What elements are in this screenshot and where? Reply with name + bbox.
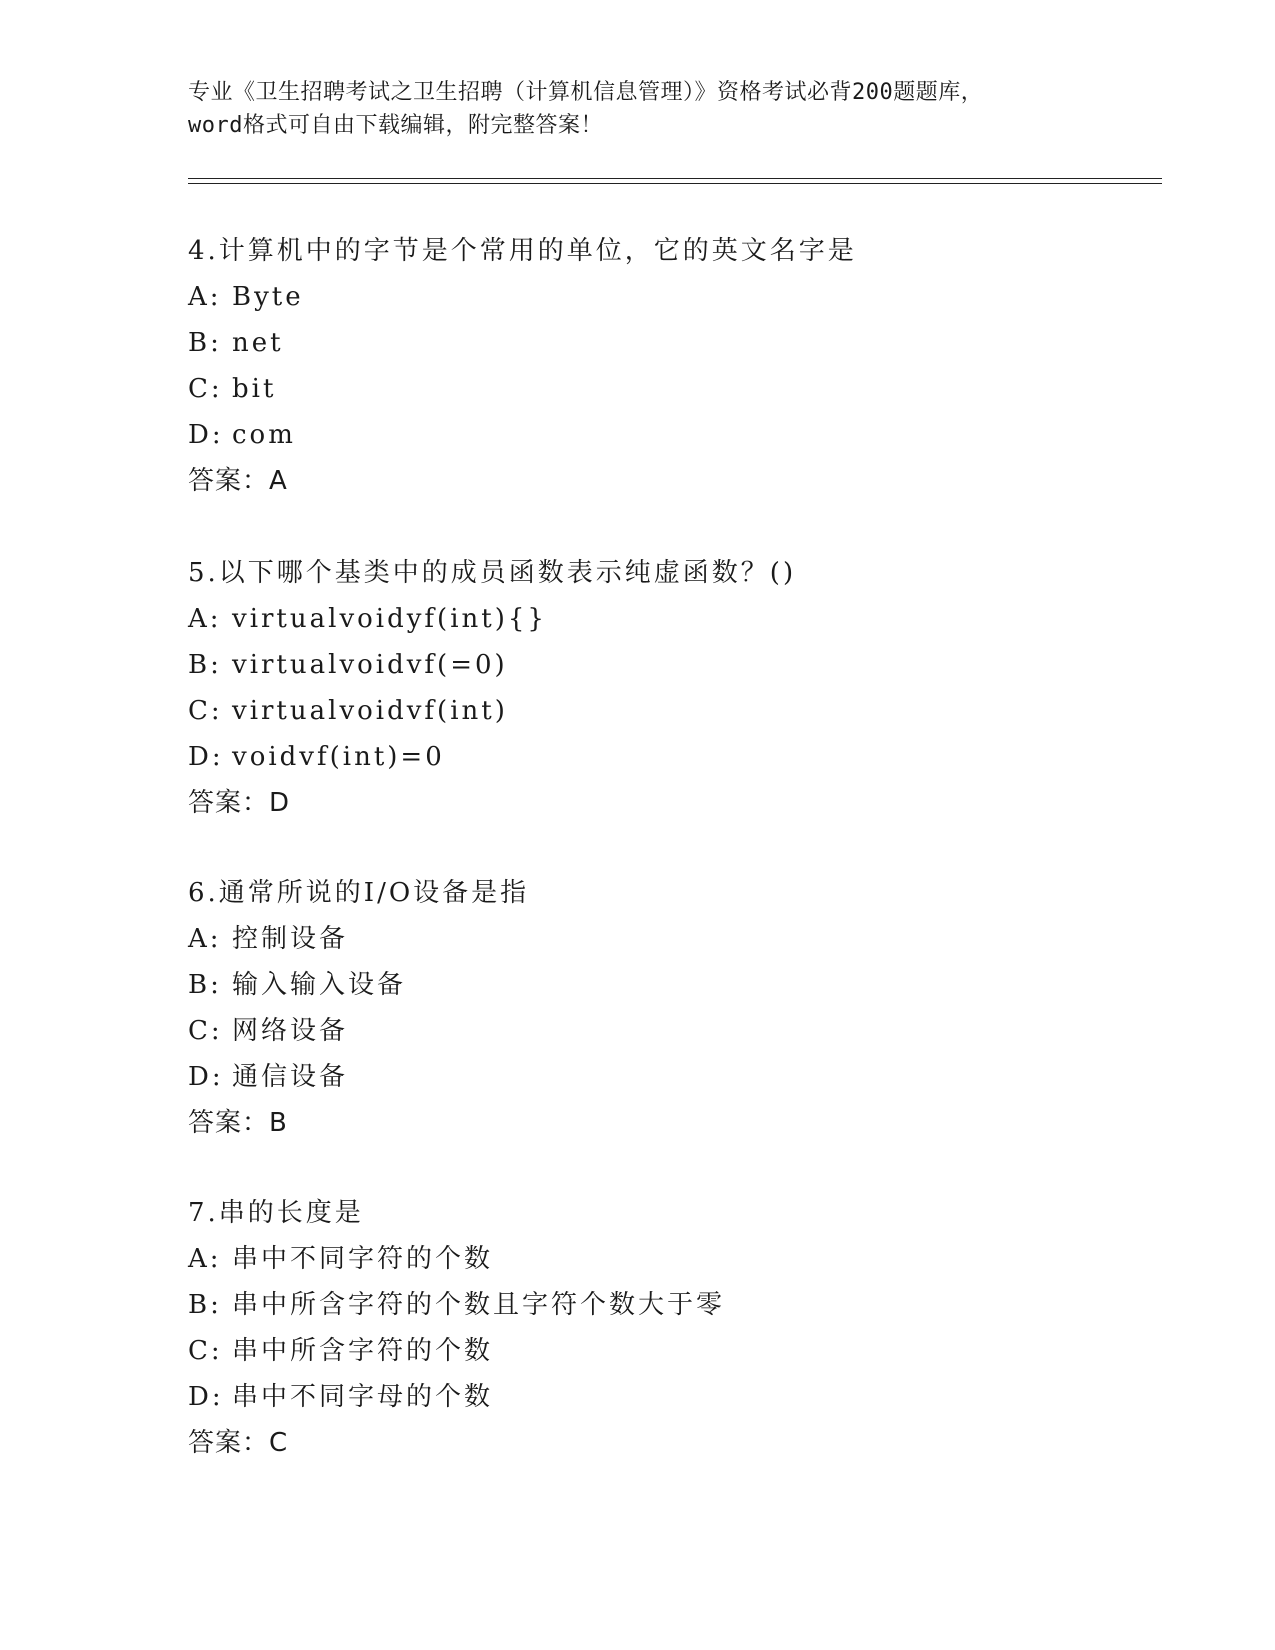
- option-text: com: [232, 420, 296, 450]
- option-letter: B:: [188, 650, 222, 680]
- option-text: 串中所含字符的个数: [232, 1336, 494, 1366]
- option-letter: A:: [188, 1244, 222, 1274]
- option-letter: C:: [188, 696, 223, 726]
- option-letter: D:: [188, 1382, 224, 1412]
- option-a: [188, 596, 1138, 642]
- option-text: 通信设备: [232, 1062, 349, 1092]
- option-letter: B:: [188, 1290, 222, 1320]
- option-text: 串中所含字符的个数且字符个数大于零: [232, 1290, 726, 1320]
- header-divider-top: [188, 178, 1162, 179]
- option-b: [188, 962, 1138, 1008]
- option-text: 控制设备: [232, 924, 349, 954]
- option-letter: D:: [188, 420, 224, 450]
- option-text: net: [232, 328, 284, 358]
- option-d: [188, 734, 1138, 780]
- option-a: [188, 916, 1138, 962]
- option-b: [188, 642, 1138, 688]
- option-letter: A:: [188, 924, 222, 954]
- question-block: [188, 1190, 1138, 1466]
- option-text: 输入输入设备: [232, 970, 407, 1000]
- option-letter: B:: [188, 970, 222, 1000]
- option-letter: D:: [188, 1062, 224, 1092]
- question-block: [188, 870, 1138, 1146]
- option-text: 网络设备: [232, 1016, 349, 1046]
- option-letter: C:: [188, 1016, 223, 1046]
- option-b: [188, 320, 1138, 366]
- header-divider-bottom: [188, 183, 1162, 184]
- option-c: [188, 688, 1138, 734]
- option-text: Byte: [232, 282, 304, 312]
- option-letter: A:: [188, 604, 222, 634]
- answer-line: 答案：B: [188, 1108, 288, 1138]
- option-text: voidvf(int)=0: [232, 742, 445, 772]
- option-text: virtualvoidyf(int){}: [232, 604, 547, 634]
- answer-line: 答案：C: [188, 1428, 289, 1458]
- option-text: 串中不同字母的个数: [232, 1382, 494, 1412]
- header-line-2: word格式可自由下载编辑，附完整答案！: [188, 113, 603, 138]
- document-header: [188, 76, 1088, 142]
- option-a: [188, 1236, 1138, 1282]
- option-c: [188, 1008, 1138, 1054]
- option-c: [188, 1328, 1138, 1374]
- option-letter: B:: [188, 328, 222, 358]
- question-block: [188, 228, 1138, 504]
- question-stem: 5.以下哪个基类中的成员函数表示纯虚函数？(): [188, 558, 797, 588]
- question-stem: 6.通常所说的I/O设备是指: [188, 878, 530, 908]
- option-text: virtualvoidvf(=0): [232, 650, 508, 680]
- question-stem: 4.计算机中的字节是个常用的单位，它的英文名字是: [188, 236, 857, 266]
- answer-line: 答案：A: [188, 466, 288, 496]
- option-letter: A:: [188, 282, 222, 312]
- question-stem: 7.串的长度是: [188, 1198, 364, 1228]
- option-letter: C:: [188, 374, 223, 404]
- header-line-1: 专业《卫生招聘考试之卫生招聘（计算机信息管理）》资格考试必背200题题库，: [188, 80, 984, 105]
- answer-line: 答案：D: [188, 788, 291, 818]
- option-letter: C:: [188, 1336, 223, 1366]
- question-block: [188, 550, 1138, 826]
- option-text: virtualvoidvf(int): [232, 696, 508, 726]
- option-c: [188, 366, 1138, 412]
- option-text: bit: [232, 374, 277, 404]
- option-letter: D:: [188, 742, 224, 772]
- option-text: 串中不同字符的个数: [232, 1244, 494, 1274]
- option-a: [188, 274, 1138, 320]
- option-d: [188, 1374, 1138, 1420]
- option-d: [188, 412, 1138, 458]
- option-b: [188, 1282, 1138, 1328]
- option-d: [188, 1054, 1138, 1100]
